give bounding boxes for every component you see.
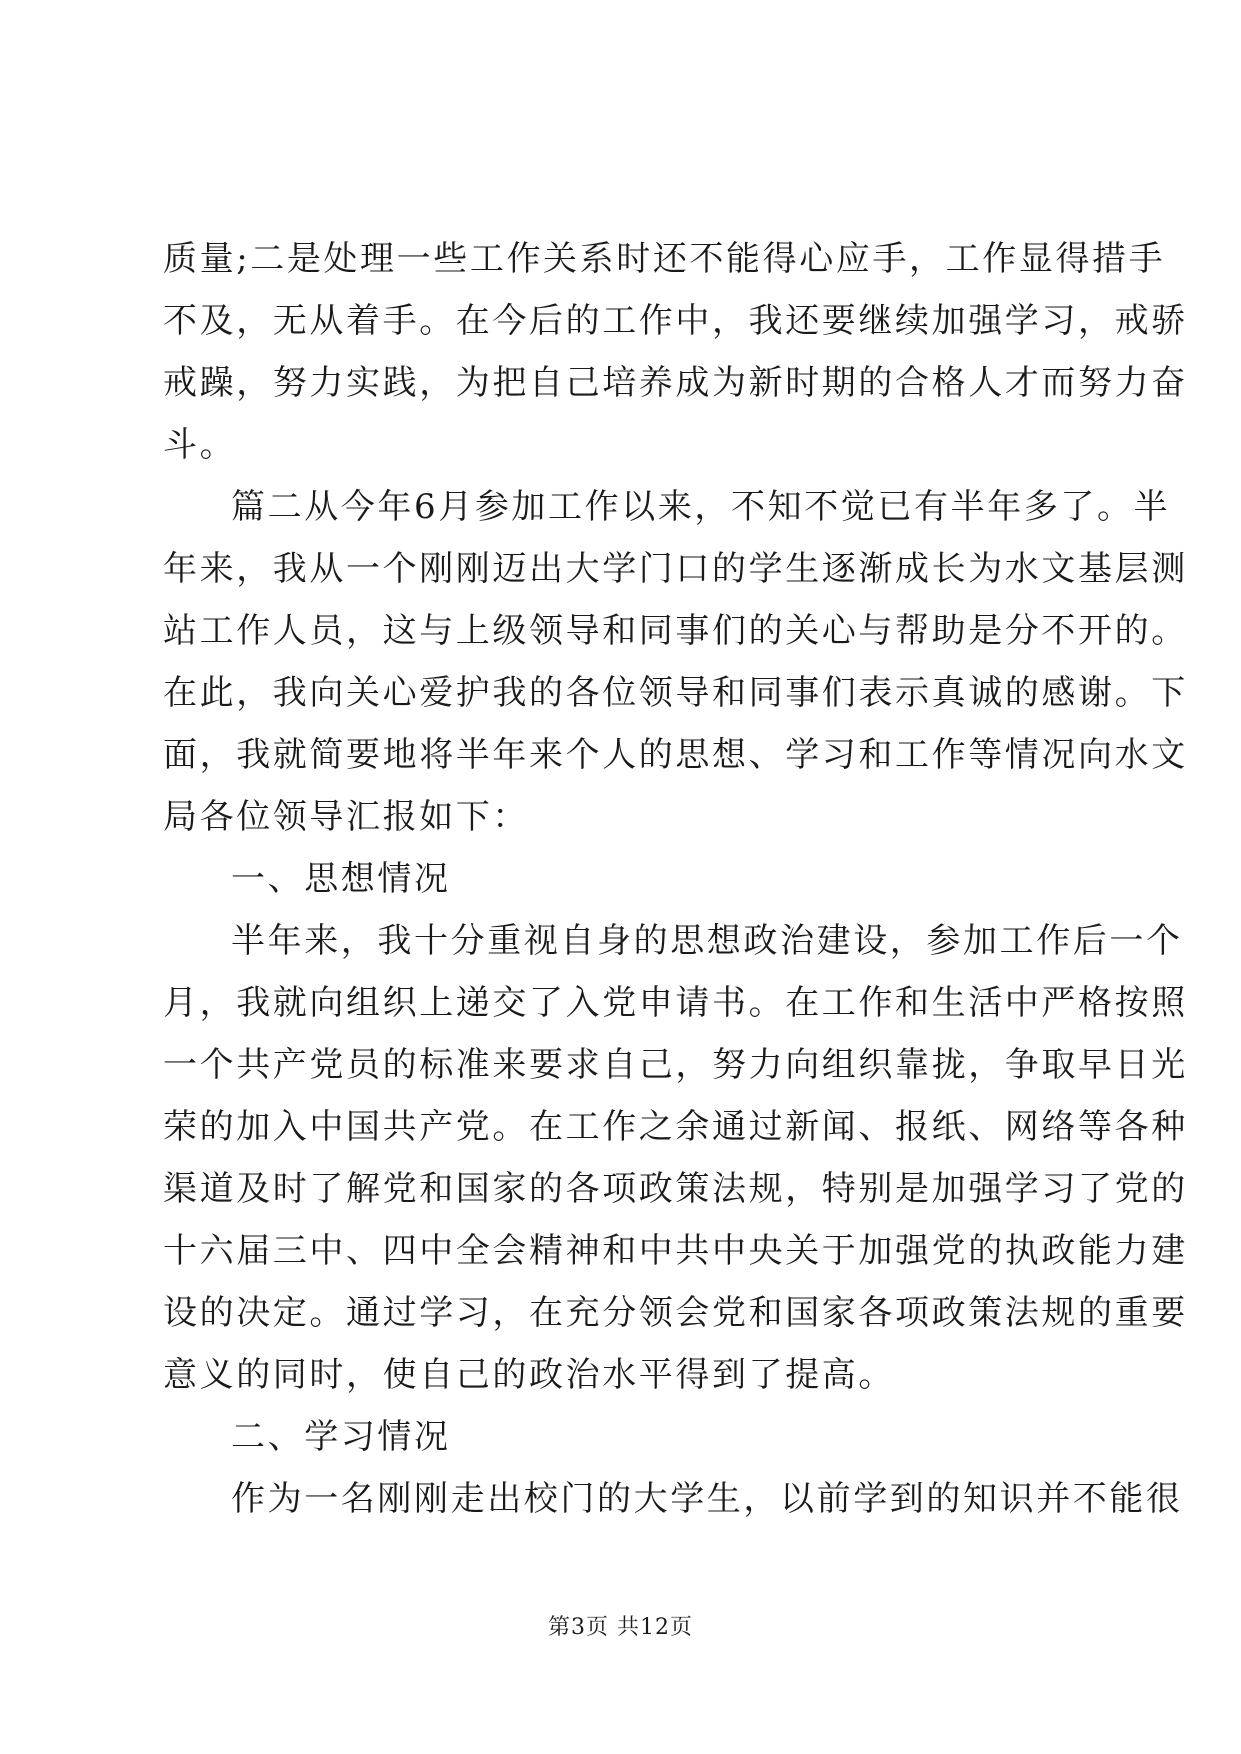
text-line: 局各位领导汇报如下： <box>163 797 529 837</box>
text-line: 斗。 <box>163 425 237 465</box>
text-line: 渠道及时了解党和国家的各项政策法规，特别是加强学习了党的 <box>163 1169 1188 1209</box>
text-line: 戒躁，努力实践，为把自己培养成为新时期的合格人才而努力奋 <box>163 363 1188 403</box>
text-line: 年来，我从一个刚刚迈出大学门口的学生逐渐成长为水文基层测 <box>163 549 1188 589</box>
body-text <box>163 228 1188 1530</box>
paragraph-start: 作为一名刚刚走出校门的大学生，以前学到的知识并不能很 <box>231 1479 1183 1519</box>
text-line: 荣的加入中国共产党。在工作之余通过新闻、报纸、网络等各种 <box>163 1107 1188 1147</box>
text-line: 十六届三中、四中全会精神和中共中央关于加强党的执政能力建 <box>163 1231 1188 1271</box>
section-heading-thought: 一、思想情况 <box>231 859 451 899</box>
paragraph-start: 篇二从今年6月参加工作以来，不知不觉已有半年多了。半 <box>231 487 1171 527</box>
text-line: 面，我就简要地将半年来个人的思想、学习和工作等情况向水文 <box>163 735 1188 775</box>
text-line: 质量;二是处理一些工作关系时还不能得心应手，工作显得措手 <box>163 239 1166 279</box>
text-line: 设的决定。通过学习，在充分领会党和国家各项政策法规的重要 <box>163 1293 1188 1333</box>
text-line: 在此，我向关心爱护我的各位领导和同事们表示真诚的感谢。下 <box>163 673 1188 713</box>
text-line: 站工作人员，这与上级领导和同事们的关心与帮助是分不开的。 <box>163 611 1188 651</box>
paragraph-start: 半年来，我十分重视自身的思想政治建设，参加工作后一个 <box>231 921 1183 961</box>
text-line: 月，我就向组织上递交了入党申请书。在工作和生活中严格按照 <box>163 983 1188 1023</box>
section-heading-study: 二、学习情况 <box>231 1417 451 1457</box>
text-line: 不及，无从着手。在今后的工作中，我还要继续加强学习，戒骄 <box>163 301 1188 341</box>
page-number-footer: 第3页 共12页 <box>548 1615 693 1640</box>
text-line: 一个共产党员的标准来要求自己，努力向组织靠拢，争取早日光 <box>163 1045 1188 1085</box>
text-line: 意义的同时，使自己的政治水平得到了提高。 <box>163 1355 895 1395</box>
